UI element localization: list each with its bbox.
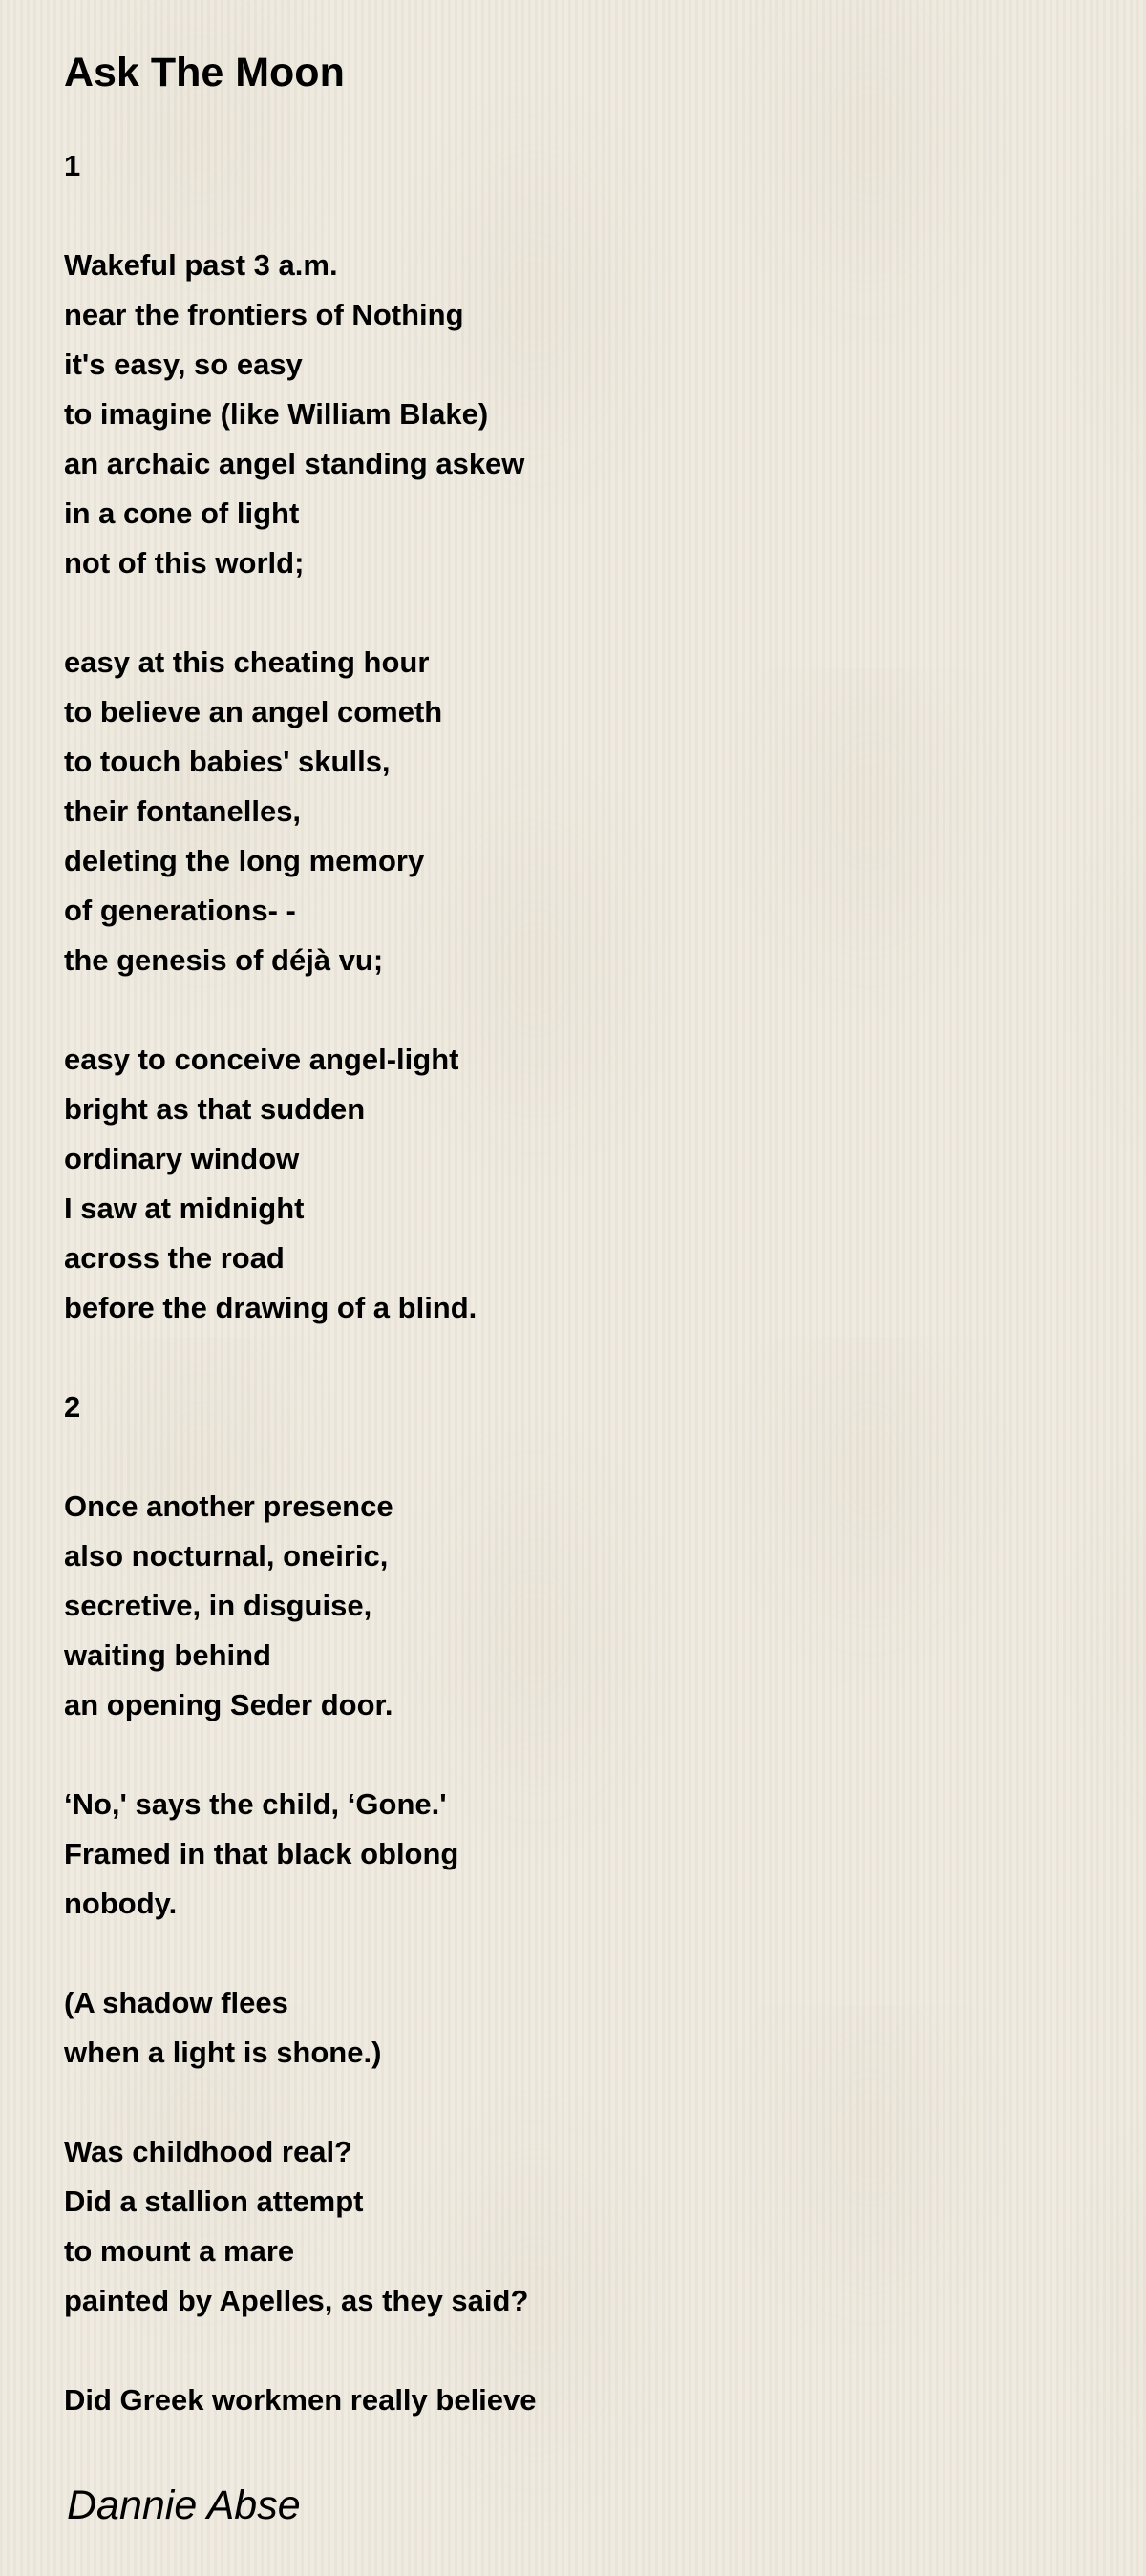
stanza-break — [64, 2326, 537, 2375]
stanza-break — [64, 588, 537, 638]
stanza-break — [64, 985, 537, 1035]
poem-author[interactable]: Dannie Abse — [67, 2482, 301, 2528]
poem-line: nobody. — [64, 1887, 178, 1920]
stanza-break — [64, 2078, 537, 2127]
poem-line: ordinary window — [64, 1142, 300, 1175]
poem-line: 2 — [64, 1390, 81, 1424]
stanza-break — [64, 1432, 537, 1482]
poem-line: ‘No,' says the child, ‘Gone.' — [64, 1787, 447, 1821]
poem-line: to believe an angel cometh — [64, 695, 443, 728]
poem-line: (A shadow flees — [64, 1986, 288, 2019]
stanza-break — [64, 191, 537, 241]
poem-line: I saw at midnight — [64, 1192, 305, 1225]
poem-line: Did Greek workmen really believe — [64, 2383, 537, 2417]
poem-line: to imagine (like William Blake) — [64, 397, 489, 431]
poem-line: Was childhood real? — [64, 2135, 352, 2168]
stanza-break — [64, 1730, 537, 1780]
poem-body — [64, 141, 537, 2425]
poem-title: Ask The Moon — [64, 50, 345, 95]
poem-line: to touch babies' skulls, — [64, 745, 391, 778]
poem-line: Did a stallion attempt — [64, 2185, 364, 2218]
poem-line: near the frontiers of Nothing — [64, 298, 464, 331]
poem-line: deleting the long memory — [64, 844, 425, 877]
poem-line: secretive, in disguise, — [64, 1589, 372, 1622]
stanza-break — [64, 1929, 537, 1978]
poem-line: the genesis of déjà vu; — [64, 943, 384, 977]
poem-line: when a light is shone.) — [64, 2036, 382, 2069]
poem-line: 1 — [64, 149, 81, 182]
poem-line: it's easy, so easy — [64, 348, 303, 381]
poem-line: waiting behind — [64, 1638, 271, 1672]
poem-line: across the road — [64, 1241, 285, 1275]
poem-line: Wakeful past 3 a.m. — [64, 248, 338, 282]
poem-line: not of this world; — [64, 546, 305, 580]
poem-line: in a cone of light — [64, 496, 300, 530]
poem-line: their fontanelles, — [64, 794, 302, 828]
poem-line: before the drawing of a blind. — [64, 1291, 478, 1324]
poem-line: bright as that sudden — [64, 1092, 366, 1126]
poem-line: Framed in that black oblong — [64, 1837, 459, 1870]
poem-line: Once another presence — [64, 1489, 393, 1523]
poem-line: easy at this cheating hour — [64, 645, 430, 679]
poem-line: easy to conceive angel-light — [64, 1043, 459, 1076]
stanza-break — [64, 1333, 537, 1383]
poem-line: an opening Seder door. — [64, 1688, 393, 1721]
poem-line: to mount a mare — [64, 2234, 295, 2268]
poem-line: an archaic angel standing askew — [64, 447, 525, 480]
poem-line: painted by Apelles, as they said? — [64, 2284, 529, 2317]
poem-line: also nocturnal, oneiric, — [64, 1539, 389, 1573]
poem-line: of generations- - — [64, 894, 296, 927]
